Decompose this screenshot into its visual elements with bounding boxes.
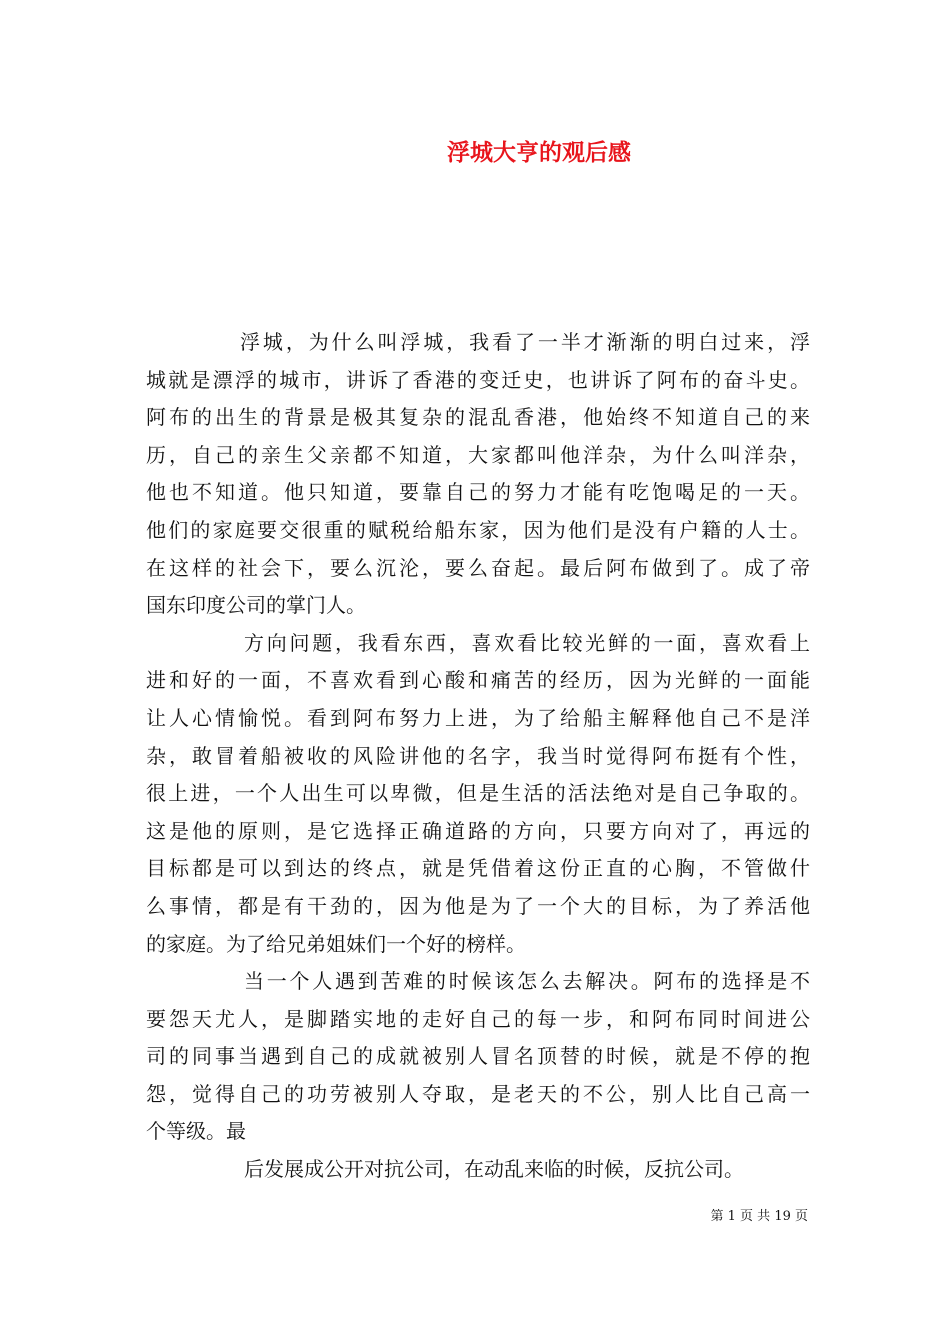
- text-line: 方向问题，我看东西，喜欢看比较光鲜的一面，喜欢看上: [244, 630, 810, 655]
- page-footer: 第 1 页 共 19 页: [710, 1209, 808, 1224]
- body-text: [146, 324, 810, 1189]
- text-line: 这是他的原则，是它选择正确道路的方向，只要方向对了，再远的: [146, 818, 810, 843]
- text-line: 当一个人遇到苦难的时候该怎么去解决。阿布的选择是不: [244, 969, 810, 994]
- text-line: 很上进，一个人出生可以卑微，但是生活的活法绝对是自己争取的。: [146, 781, 810, 806]
- text-line: 历，自己的亲生父亲都不知道，大家都叫他洋杂，为什么叫洋杂，: [146, 442, 810, 467]
- text-line: 在这样的社会下，要么沉沦，要么奋起。最后阿布做到了。成了帝: [146, 555, 810, 580]
- text-line: 后发展成公开对抗公司，在动乱来临的时候，反抗公司。: [244, 1157, 744, 1182]
- text-line: 国东印度公司的掌门人。: [146, 593, 366, 618]
- text-line: 怨，觉得自己的功劳被别人夺取，是老天的不公，别人比自己高一: [146, 1081, 810, 1106]
- text-line: 进和好的一面，不喜欢看到心酸和痛苦的经历，因为光鲜的一面能: [146, 668, 810, 693]
- text-line: 要怨天尤人，是脚踏实地的走好自己的每一步，和阿布同时间进公: [146, 1006, 810, 1031]
- text-line: 阿布的出生的背景是极其复杂的混乱香港，他始终不知道自己的来: [146, 405, 810, 430]
- text-line: 他们的家庭要交很重的赋税给船东家，因为他们是没有户籍的人士。: [146, 517, 810, 542]
- text-line: 让人心情愉悦。看到阿布努力上进，为了给船主解释他自己不是洋: [146, 705, 810, 730]
- text-line: 司的同事当遇到自己的成就被别人冒名顶替的时候，就是不停的抱: [146, 1044, 810, 1069]
- text-line: 他也不知道。他只知道，要靠自己的努力才能有吃饱喝足的一天。: [146, 480, 810, 505]
- text-line: 么事情，都是有干劲的，因为他是为了一个大的目标，为了养活他: [146, 893, 810, 918]
- text-line: 浮城，为什么叫浮城，我看了一半才渐渐的明白过来，浮: [240, 330, 810, 354]
- text-line: 个等级。最: [146, 1119, 246, 1144]
- document-title: 浮城大亨的观后感: [447, 139, 631, 166]
- text-line: 的家庭。为了给兄弟姐妹们一个好的榜样。: [146, 931, 526, 956]
- text-line: 杂，敢冒着船被收的风险讲他的名字，我当时觉得阿布挺有个性，: [146, 743, 810, 768]
- text-line: 目标都是可以到达的终点，就是凭借着这份正直的心胸，不管做什: [146, 856, 810, 881]
- text-line: 城就是漂浮的城市，讲诉了香港的变迁史，也讲诉了阿布的奋斗史。: [146, 367, 810, 392]
